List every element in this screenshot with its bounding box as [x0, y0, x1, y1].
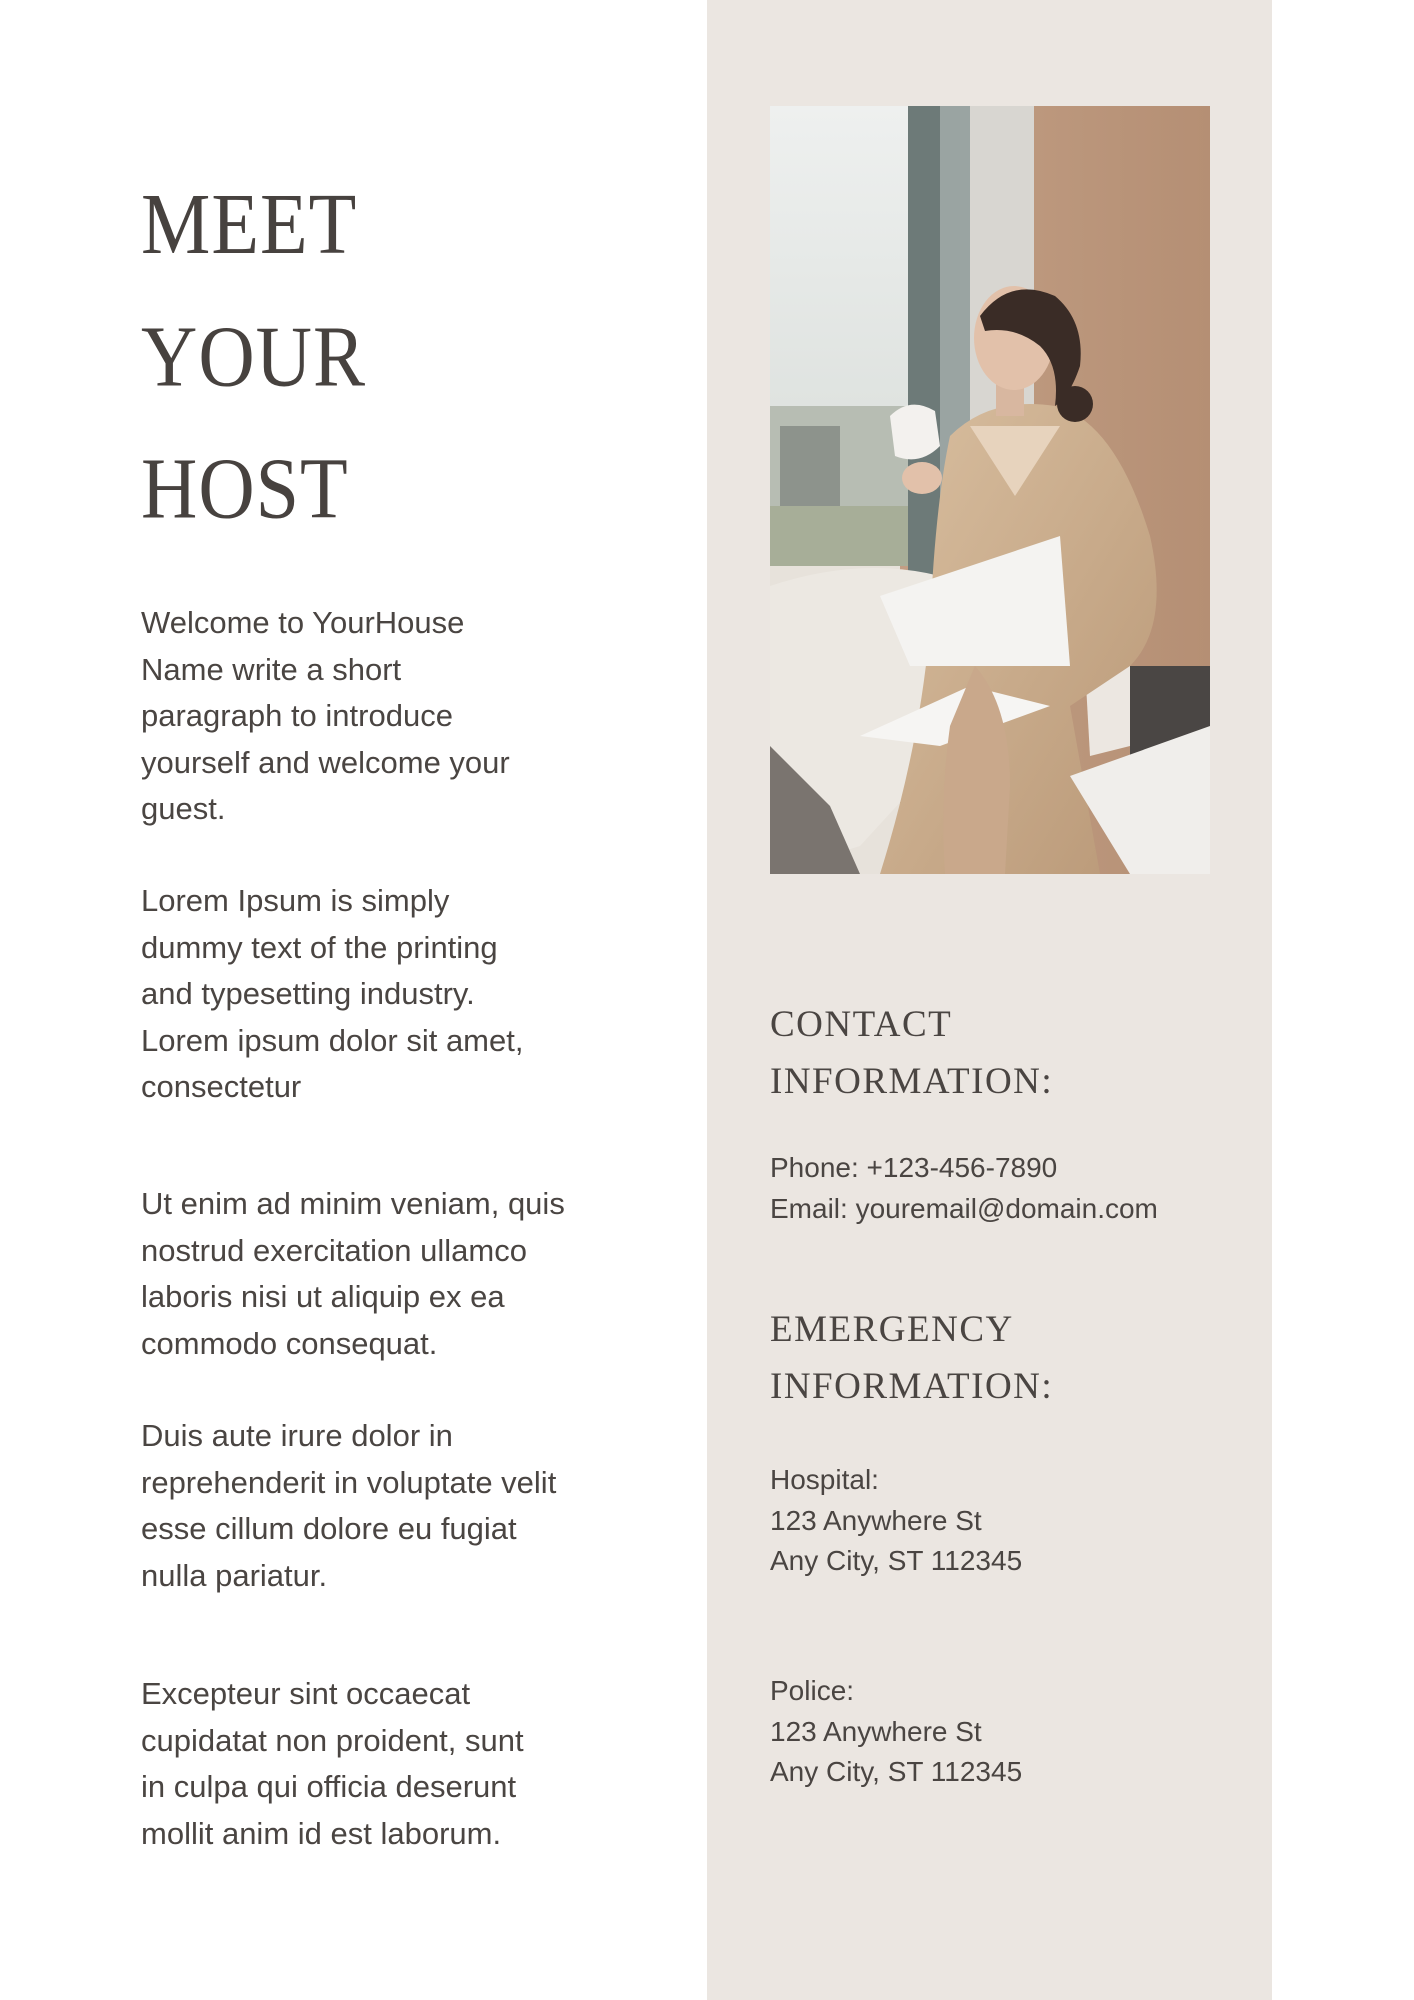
page-title	[141, 158, 366, 554]
title-line-3: HOST	[141, 439, 349, 537]
hospital-label: Hospital:	[770, 1464, 879, 1495]
contact-details	[770, 1148, 1158, 1229]
title-line-1: MEET	[141, 174, 358, 273]
title-line-2: YOUR	[141, 306, 367, 405]
host-photo	[770, 106, 1210, 874]
hospital-city: Any City, ST 112345	[770, 1545, 1023, 1576]
phone-text: Phone: +123-456-7890	[770, 1152, 1058, 1183]
email-text: Email: youremail@domain.com	[770, 1192, 1158, 1224]
contact-heading: CONTACT INFORMATION:	[770, 1004, 1054, 1102]
welcome-paragraph: Welcome to YourHouse Name write a short paragraph to introduce yourself and welcome your guest.	[141, 605, 510, 826]
hospital-details	[770, 1460, 1022, 1582]
hospital-street: 123 Anywhere St	[770, 1504, 982, 1536]
police-label: Police:	[770, 1675, 855, 1706]
police-city: Any City, ST 112345	[770, 1756, 1023, 1787]
police-details	[770, 1671, 1022, 1793]
duis-aute-paragraph: Duis aute irure dolor in reprehenderit in voluptate velit esse cillum dolore eu fugiat nulla pariatur.	[141, 1418, 557, 1593]
excepteur-paragraph: Excepteur sint occaecat cupidatat non proident, sunt in culpa qui officia deserunt mollit anim id est laborum.	[141, 1676, 524, 1851]
emergency-heading: EMERGENCY INFORMATION:	[770, 1309, 1054, 1407]
ut-enim-paragraph: Ut enim ad minim veniam, quis nostrud exercitation ullamco laboris nisi ut aliquip ex ea commodo consequat.	[141, 1186, 565, 1361]
lorem-paragraph: Lorem Ipsum is simply dummy text of the printing and typesetting industry. Lorem ipsum dolor sit amet, consectetur	[141, 883, 524, 1104]
police-street: 123 Anywhere St	[770, 1715, 982, 1747]
